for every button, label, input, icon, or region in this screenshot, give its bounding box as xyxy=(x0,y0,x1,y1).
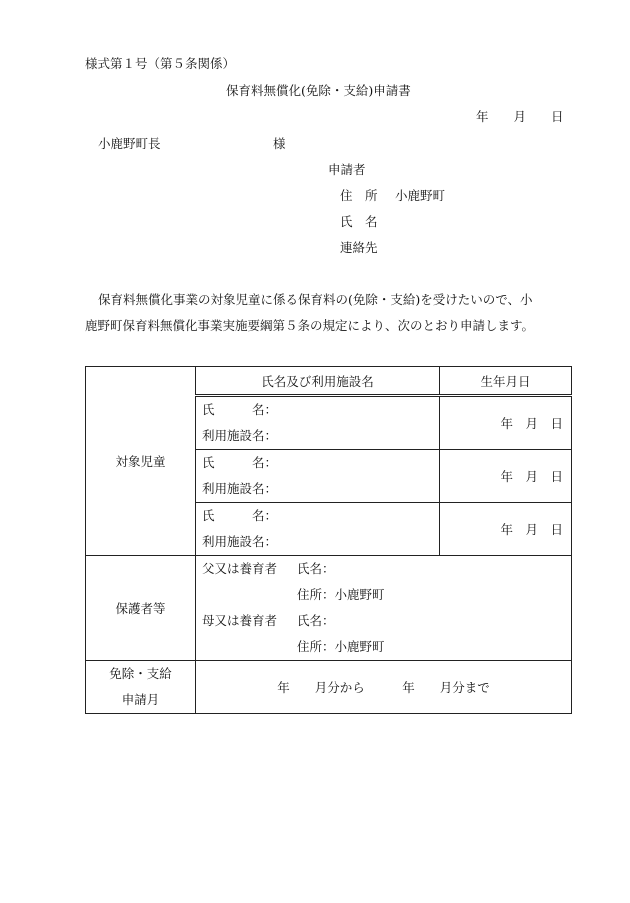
applicant-address-value: 小鹿野町 xyxy=(395,188,446,203)
father-address-prefix[interactable]: 住所：小鹿野町 xyxy=(297,587,385,602)
form-title: 保育料無償化(免除・支給)申請書 xyxy=(226,83,411,98)
addressee: 小鹿野町長 xyxy=(98,136,161,151)
body-text-line2: 鹿野町保育料無償化事業実施要綱第５条の規定により、次のとおり申請します。 xyxy=(85,318,535,333)
target-children-label: 対象児童 xyxy=(86,367,196,556)
child-name-label[interactable]: 氏 名： xyxy=(202,402,278,417)
col-header-birthdate: 生年月日 xyxy=(440,367,572,396)
child-birthdate[interactable]: 年 月 日 xyxy=(440,503,572,556)
applicant-address-label: 住 所 xyxy=(340,188,378,203)
child-name-label[interactable]: 氏 名： xyxy=(202,508,278,523)
child-facility-label[interactable]: 利用施設名： xyxy=(202,481,278,496)
date-line: 年 月 日 xyxy=(476,109,564,124)
father-name-prefix[interactable]: 氏名： xyxy=(297,561,335,576)
form-number: 様式第１号（第５条関係） xyxy=(85,56,236,71)
body-text-line1: 保育料無償化事業の対象児童に係る保育料の(免除・支給)を受けたいので、小 xyxy=(98,292,533,307)
exemption-month-value[interactable]: 年 月分から 年 月分まで xyxy=(196,661,572,714)
col-header-name-facility: 氏名及び利用施設名 xyxy=(196,367,440,396)
application-table xyxy=(85,366,572,714)
mother-label: 母又は養育者 xyxy=(202,613,278,628)
mother-name-prefix[interactable]: 氏名： xyxy=(297,613,335,628)
exemption-month-label: 免除・支給 申請月 xyxy=(86,661,196,714)
applicant-name-label: 氏 名 xyxy=(340,214,378,229)
child-birthdate[interactable]: 年 月 日 xyxy=(440,450,572,503)
guardian-label: 保護者等 xyxy=(86,556,196,661)
mother-address-prefix[interactable]: 住所：小鹿野町 xyxy=(297,639,385,654)
child-facility-label[interactable]: 利用施設名： xyxy=(202,534,278,549)
child-birthdate[interactable]: 年 月 日 xyxy=(440,396,572,450)
child-facility-label[interactable]: 利用施設名： xyxy=(202,428,278,443)
applicant-heading: 申請者 xyxy=(328,162,366,177)
father-label: 父又は養育者 xyxy=(202,561,278,576)
guardian-cell[interactable] xyxy=(196,556,572,661)
child-name-label[interactable]: 氏 名： xyxy=(202,455,278,470)
honorific: 様 xyxy=(273,136,286,151)
applicant-contact-label: 連絡先 xyxy=(340,240,378,255)
